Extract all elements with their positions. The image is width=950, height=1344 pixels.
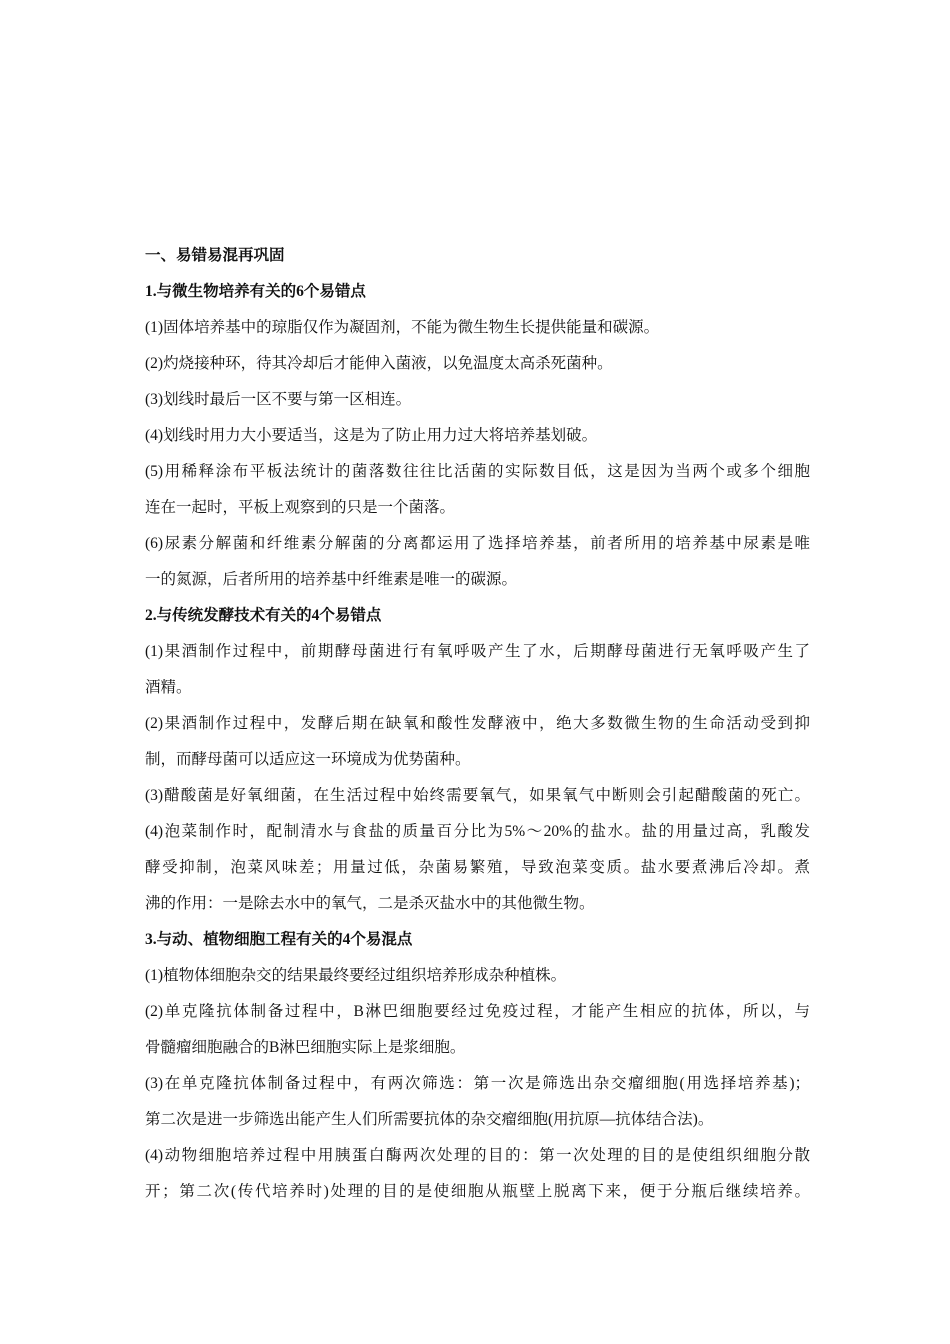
paragraph-line: 制，而酵母菌可以适应这一环境成为优势菌种。 xyxy=(145,751,471,768)
paragraph-line: (2)单克隆抗体制备过程中，B淋巴细胞要经过免疫过程，才能产生相应的抗体，所以，与 xyxy=(145,1003,810,1020)
paragraph-line: (3)划线时最后一区不要与第一区相连。 xyxy=(145,391,412,408)
paragraph-line: (4)划线时用力大小要适当，这是为了防止用力过大将培养基划破。 xyxy=(145,427,598,444)
paragraph-line: 酒精。 xyxy=(145,679,192,696)
paragraph-line: (5)用稀释涂布平板法统计的菌落数往往比活菌的实际数目低，这是因为当两个或多个细胞 xyxy=(145,463,810,480)
paragraph-line: (2)灼烧接种环，待其冷却后才能伸入菌液，以免温度太高杀死菌种。 xyxy=(145,355,613,372)
paragraph-line: (1)植物体细胞杂交的结果最终要经过组织培养形成杂种植株。 xyxy=(145,967,567,984)
paragraph-line: 沸的作用：一是除去水中的氧气，二是杀灭盐水中的其他微生物。 xyxy=(145,895,595,912)
group-2-heading: 2.与传统发酵技术有关的4个易错点 xyxy=(145,607,382,624)
paragraph-line: 开；第二次(传代培养时)处理的目的是使细胞从瓶壁上脱离下来，便于分瓶后继续培养。 xyxy=(145,1183,810,1200)
paragraph-line: (2)果酒制作过程中，发酵后期在缺氧和酸性发酵液中，绝大多数微生物的生命活动受到抑 xyxy=(145,715,810,732)
group-1-heading: 1.与微生物培养有关的6个易错点 xyxy=(145,283,366,300)
paragraph-line: (1)固体培养基中的琼脂仅作为凝固剂，不能为微生物生长提供能量和碳源。 xyxy=(145,319,660,336)
group-3-heading: 3.与动、植物细胞工程有关的4个易混点 xyxy=(145,931,413,948)
paragraph-line: 第二次是进一步筛选出能产生人们所需要抗体的杂交瘤细胞(用抗原—抗体结合法)。 xyxy=(145,1111,714,1128)
paragraph-line: (1)果酒制作过程中，前期酵母菌进行有氧呼吸产生了水，后期酵母菌进行无氧呼吸产生了 xyxy=(145,643,810,660)
paragraph-line: (4)动物细胞培养过程中用胰蛋白酶两次处理的目的：第一次处理的目的是使组织细胞分散 xyxy=(145,1147,810,1164)
paragraph-line: (3)在单克隆抗体制备过程中，有两次筛选：第一次是筛选出杂交瘤细胞(用选择培养基)； xyxy=(145,1075,810,1092)
paragraph-line: 一的氮源，后者所用的培养基中纤维素是唯一的碳源。 xyxy=(145,571,518,588)
paragraph-line: (4)泡菜制作时，配制清水与食盐的质量百分比为5%～20%的盐水。盐的用量过高，乳酸发 xyxy=(145,823,810,840)
section-title: 一、易错易混再巩固 xyxy=(145,247,285,264)
paragraph-line: 酵受抑制，泡菜风味差；用量过低，杂菌易繁殖，导致泡菜变质。盐水要煮沸后冷却。煮 xyxy=(145,859,810,876)
paragraph-line: 骨髓瘤细胞融合的B淋巴细胞实际上是浆细胞。 xyxy=(145,1039,466,1056)
paragraph-line: (6)尿素分解菌和纤维素分解菌的分离都运用了选择培养基，前者所用的培养基中尿素是唯 xyxy=(145,535,810,552)
paragraph-line: (3)醋酸菌是好氧细菌，在生活过程中始终需要氧气，如果氧气中断则会引起醋酸菌的死亡。 xyxy=(145,787,810,804)
document-body xyxy=(145,238,810,1210)
paragraph-line: 连在一起时，平板上观察到的只是一个菌落。 xyxy=(145,499,456,516)
